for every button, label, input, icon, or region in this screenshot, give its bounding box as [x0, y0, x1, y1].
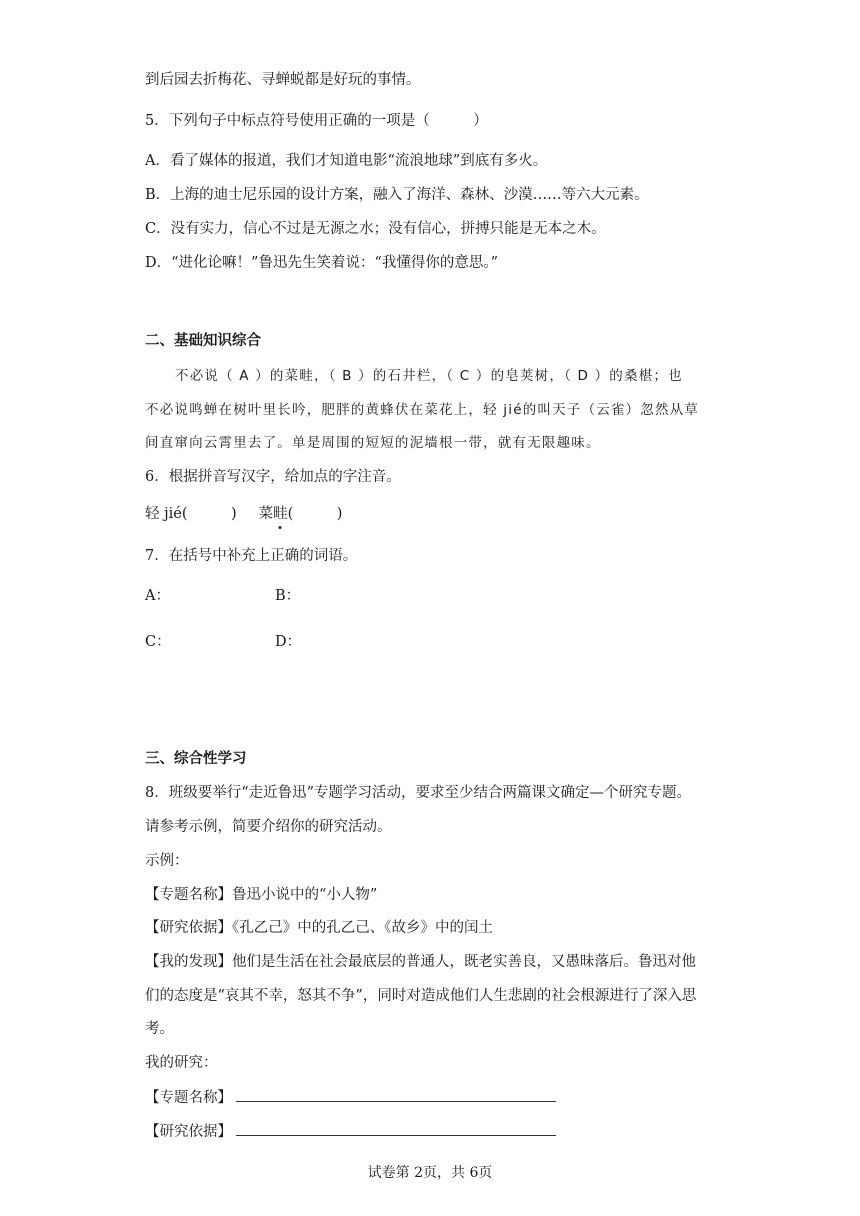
q8-line-1: 8．班级要举行“走近鲁迅”专题学习活动，要求至少结合两篇课文确定—个研究专题。 — [145, 785, 692, 801]
q5-option-a: A．看了媒体的报道，我们才知道电影“流浪地球”到底有多火。 — [145, 153, 548, 169]
question-7-stem: 7．在括号中补充上正确的词语。 — [145, 548, 358, 564]
section-2-title: 二、基础知识综合 — [145, 333, 261, 349]
passage-line-3: 间直窜向云霄里去了。单是周围的短短的泥墙根一带，就有无限趣味。 — [145, 435, 601, 451]
passage-line-1: 不必说（ A ）的菜畦，（ B ）的石井栏，（ C ）的皂荚树，（ D ）的桑椹；也 — [175, 368, 683, 384]
my-topic-label: 【专题名称】 — [145, 1090, 232, 1106]
q5-option-c: C．没有实力，信心不过是无源之水；没有信心，拼搏只能是无本之木。 — [145, 221, 606, 237]
section-3-title: 三、综合性学习 — [145, 751, 247, 767]
q5-option-d: D．“进化论嘛！”鲁迅先生笑着说：“我懂得你的意思。” — [145, 255, 499, 271]
question-6-answers — [145, 504, 342, 524]
example-finding-line-2: 们的态度是“哀其不幸，怒其不争”，同时对造成他们人生悲剧的社会根源进行了深入思 — [145, 988, 697, 1004]
my-research-label: 我的研究： — [145, 1055, 218, 1071]
q6-char-prefix: 菜 — [258, 506, 274, 522]
passage-line-2: 不必说鸣蝉在树叶里长吟，肥胖的黄蜂伏在菜花上，轻 jié的叫天子（云雀）忽然从草 — [145, 402, 700, 418]
q7-label-a: A： — [145, 588, 170, 604]
page-footer: 试卷第 2页，共 6页 — [367, 1165, 493, 1181]
q6-pinyin-blank: 轻 jié( ) — [145, 506, 237, 522]
q5-option-b: B．上海的迪士尼乐园的设计方案，融入了海洋、森林、沙漠……等六大元素。 — [145, 187, 649, 203]
q7-label-b: B： — [275, 588, 301, 604]
my-topic-row — [145, 1087, 556, 1108]
example-label: 示例： — [145, 853, 189, 869]
q8-line-2: 请参考示例，简要介绍你的研究活动。 — [145, 819, 392, 835]
q6-annotation-blank: ( ) — [287, 506, 343, 522]
q6-dotted-char: 畦 — [273, 506, 288, 522]
question-5-stem: 5．下列句子中标点符号使用正确的一项是（ ） — [145, 113, 488, 129]
example-finding-line-3: 考。 — [145, 1021, 174, 1037]
example-topic: 【专题名称】鲁迅小说中的“小人物” — [145, 887, 378, 903]
q7-label-c: C： — [145, 634, 171, 650]
continued-text-line: 到后园去折梅花、寻蝉蜕都是好玩的事情。 — [145, 72, 421, 88]
my-topic-answer-line[interactable] — [236, 1087, 556, 1102]
my-basis-answer-line[interactable] — [236, 1121, 556, 1136]
my-basis-label: 【研究依据】 — [145, 1124, 232, 1140]
my-basis-row — [145, 1121, 556, 1142]
question-6-stem: 6．根据拼音写汉字，给加点的字注音。 — [145, 469, 401, 485]
q7-label-d: D： — [275, 634, 302, 650]
example-finding-line-1: 【我的发现】他们是生活在社会最底层的普通人，既老实善良，又愚昧落后。鲁迅对他 — [145, 954, 696, 970]
example-basis: 【研究依据】《孔乙己》中的孔乙己、《故乡》中的闰土 — [145, 920, 493, 936]
